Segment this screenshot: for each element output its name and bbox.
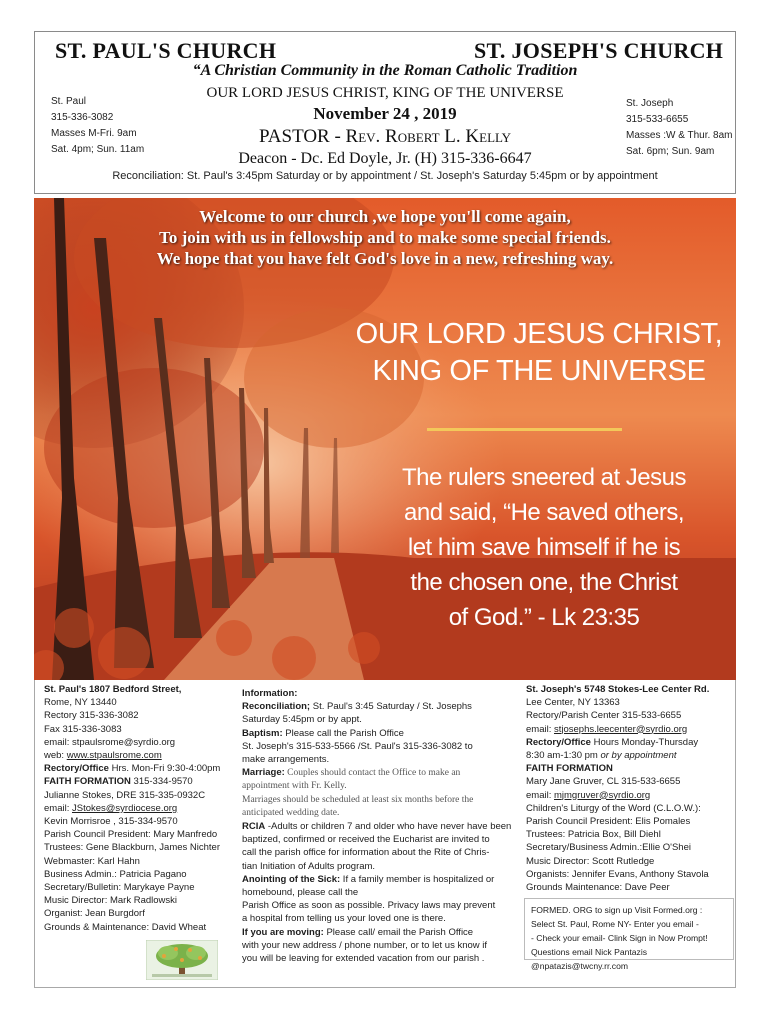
info-line [242,820,517,833]
email-label: email: [44,802,72,814]
pastor-line: PASTOR - Rev. Robert L. Kelly [258,126,512,147]
autumn-trees-banner [34,198,736,680]
directory-line: Children's Liturgy of the Word (C.L.O.W.): [526,802,701,814]
moving-label: If you are moving: [242,926,324,938]
directory-line [526,736,734,749]
quote-line: The rulers sneered at Jesus [402,464,686,491]
directory-line: Parish Council President: Elis Pomales [526,816,691,828]
info-line [242,700,517,713]
st-paul-mass-info [51,94,144,158]
info-line [242,873,517,886]
office-label: Rectory/Office [44,763,109,775]
info-text: -Adults or children 7 and older who have never have been [265,821,512,833]
faith-formation-label: FAITH FORMATION [44,776,131,788]
formed-line: Questions email Nick Pantazis @npatazis@twcny.rr.com [531,947,648,971]
st-joseph-info-line: Sat. 6pm; Sun. 9am [626,146,715,157]
info-line: Parish Office as soon as possible. Privacy laws may prevent [242,900,496,912]
directory-line: Music Director: Mark Radlowski [44,895,178,907]
info-text: Please call the Parish Office [282,727,404,739]
quote-line: and said, “He saved others, [404,499,684,526]
directory-line [526,749,734,762]
hours: 8:30 am-1:30 pm [526,750,598,762]
info-line [242,727,517,740]
feast-title [344,316,734,390]
info-line: call the parish office for information about the Rite of Chris- [242,847,490,859]
dre-email-link[interactable]: JStokes@syrdiocese.org [71,802,178,814]
directory-line [44,749,240,762]
st-josephs-email-link[interactable]: stjosephs.leecenter@syrdio.org [553,723,688,735]
frame-bottom [34,987,736,988]
info-text: Please call/ email the Parish Office [323,926,474,938]
info-text: Couples should contact the Office to make an [284,768,461,779]
directory-line: Parish Council President: Mary Manfredo [44,829,218,841]
st-paul-info-line: St. Paul [51,96,87,107]
st-pauls-directory [44,683,240,934]
quote-line: let him save himself if he is [407,534,681,561]
directory-line: Rectory/Parish Center 315-533-6655 [526,710,682,722]
feast-title-line: KING OF THE UNIVERSE [372,355,706,387]
email-label: email: [526,723,554,735]
faith-formation-label: FAITH FORMATION [526,763,613,775]
directory-line: Webmaster: Karl Hahn [44,855,140,867]
info-line: Marriages should be scheduled at least six months before the [242,794,474,805]
st-paul-info-line: Masses M-Fri. 9am [51,128,137,139]
info-line: make arrangements. [242,754,330,766]
formed-signup-box [524,898,734,971]
gruver-email-link[interactable]: mjmgruver@syrdio.org [553,789,651,801]
directory-line: Secretary/Business Admin.:Ellie O'Shei [526,842,691,854]
directory-line: Fax 315-336-3083 [44,723,122,735]
directory-line: Trustees: Patricia Box, Bill Diehl [526,829,661,841]
info-line: anticipated wedding date. [242,807,340,818]
office-hours: Hours Monday-Thursday [590,736,699,748]
directory-line: Trustees: Gene Blackburn, James Nichter [44,842,220,854]
quote-line: of God.” - Lk 23:35 [448,604,640,631]
welcome-line: To join with us in fellowship and to make some special friends. [159,228,611,247]
bulletin-date: November 24 , 2019 [313,104,457,123]
directory-line [526,789,734,802]
directory-line: email: stpaulsrome@syrdio.org [44,736,176,748]
parish-information [242,687,517,965]
info-line: baptized, confirmed or received the Eucharist are invited to [242,834,490,846]
st-pauls-title: ST. PAUL'S CHURCH [55,38,277,63]
st-josephs-title: ST. JOSEPH'S CHURCH [474,38,724,63]
st-joseph-info-line: 315-533-6655 [626,114,689,125]
info-line: a hospital from telling us your loved one is there. [242,913,446,925]
st-paul-info-line: Sat. 4pm; Sun. 11am [51,144,145,155]
info-line: you will be leaving for extended vacation from our parish . [242,953,485,965]
info-line: with your new address / phone number, or to let us know if [242,939,488,951]
gold-divider [427,428,622,431]
directory-line: Mary Jane Gruver, CL 315-533-6655 [526,776,681,788]
anointing-label: Anointing of the Sick: [242,873,341,885]
welcome-message [34,206,736,269]
frame-right [735,680,736,988]
hours-note: or by appointment [597,750,677,762]
faith-formation-phone: 315-334-9570 [130,776,193,788]
web-label: web: [44,750,67,762]
scripture-quote [369,460,719,635]
info-line: St. Joseph's 315-533-5566 /St. Paul's 315-336-3082 to [242,740,473,752]
directory-line: Organist: Jean Burgdorf [44,908,145,920]
frame-left [34,680,35,988]
directory-line: Organists: Jennifer Evans, Anthony Stavola [526,868,709,880]
welcome-line: We hope that you have felt God's love in a new, refreshing way. [156,249,614,268]
tagline: “A Christian Community in the Roman Catholic Tradition [192,62,578,79]
office-label: Rectory/Office [526,736,591,748]
info-line: tian Initiation of Adults program. [242,860,376,872]
info-line: homebound, please call the [242,887,359,899]
directory-line [526,723,734,736]
st-joseph-info-line: St. Joseph [626,98,674,109]
information-heading: Information: [242,688,298,699]
rcia-label: RCIA [242,821,266,833]
formed-line: FORMED. ORG to sign up Visit Formed.org : [531,905,703,915]
formed-line: Select St. Paul, Rome NY- Enter you email - [531,919,699,929]
deacon-line: Deacon - Dc. Ed Doyle, Jr. (H) 315-336-6647 [238,150,532,167]
baptism-label: Baptism: [242,727,283,739]
website-link[interactable]: www.stpaulsrome.com [66,750,162,762]
info-line: appointment with Fr. Kelly. [242,781,347,792]
reconciliation-line: Reconciliation: St. Paul's 3:45pm Saturday or by appointment / St. Joseph's Saturday 5:45pm or by appointment [112,170,658,182]
st-joseph-info-line: Masses :W & Thur. 8am [626,130,733,141]
info-text: If a family member is hospitalized or [340,873,495,885]
info-line [242,926,517,939]
st-joseph-mass-info [626,96,733,160]
office-hours: Hrs. Mon-Fri 9:30-4:00pm [108,763,221,775]
st-josephs-address-heading: St. Joseph's 5748 Stokes-Lee Center Rd. [526,684,710,695]
feast-line: OUR LORD JESUS CHRIST, KING OF THE UNIVERSE [206,85,564,101]
directory-line: Rectory 315-336-3082 [44,710,139,722]
feast-title-line: OUR LORD JESUS CHRIST, [355,318,723,350]
st-josephs-directory [526,683,734,894]
directory-line [44,775,240,788]
directory-line: Music Director: Scott Rutledge [526,855,655,867]
info-line: Saturday 5:45pm or by appt. [242,714,362,726]
directory-line: Lee Center, NY 13363 [526,697,620,709]
directory-line: Business Admin.: Patricia Pagano [44,868,187,880]
marriage-label: Marriage: [242,767,285,779]
directory-line [44,762,240,775]
family-tree-logo [146,940,218,980]
welcome-line: Welcome to our church ,we hope you'll come again, [199,207,571,226]
st-paul-info-line: 315-336-3082 [51,112,114,123]
email-label: email: [526,789,554,801]
directory-line: Grounds & Maintenance: David Wheat [44,921,207,933]
info-line [242,766,517,780]
reconciliation-label: Reconciliation; [242,701,311,713]
directory-line: Rome, NY 13440 [44,697,117,709]
directory-line: Julianne Stokes, DRE 315-335-0932C [44,789,206,801]
quote-line: the chosen one, the Christ [410,569,678,596]
directory-line: Grounds Maintenance: Dave Peer [526,882,670,894]
st-pauls-address-heading: St. Paul's 1807 Bedford Street, [44,684,182,695]
directory-line: Secretary/Bulletin: Marykaye Payne [44,882,195,894]
directory-line [44,802,240,815]
info-text: St. Paul's 3:45 Saturday / St. Josephs [310,701,472,713]
directory-line: Kevin Morrisroe , 315-334-9570 [44,816,178,828]
formed-line: - Check your email- Clink Sign in Now Prompt! [531,933,708,943]
